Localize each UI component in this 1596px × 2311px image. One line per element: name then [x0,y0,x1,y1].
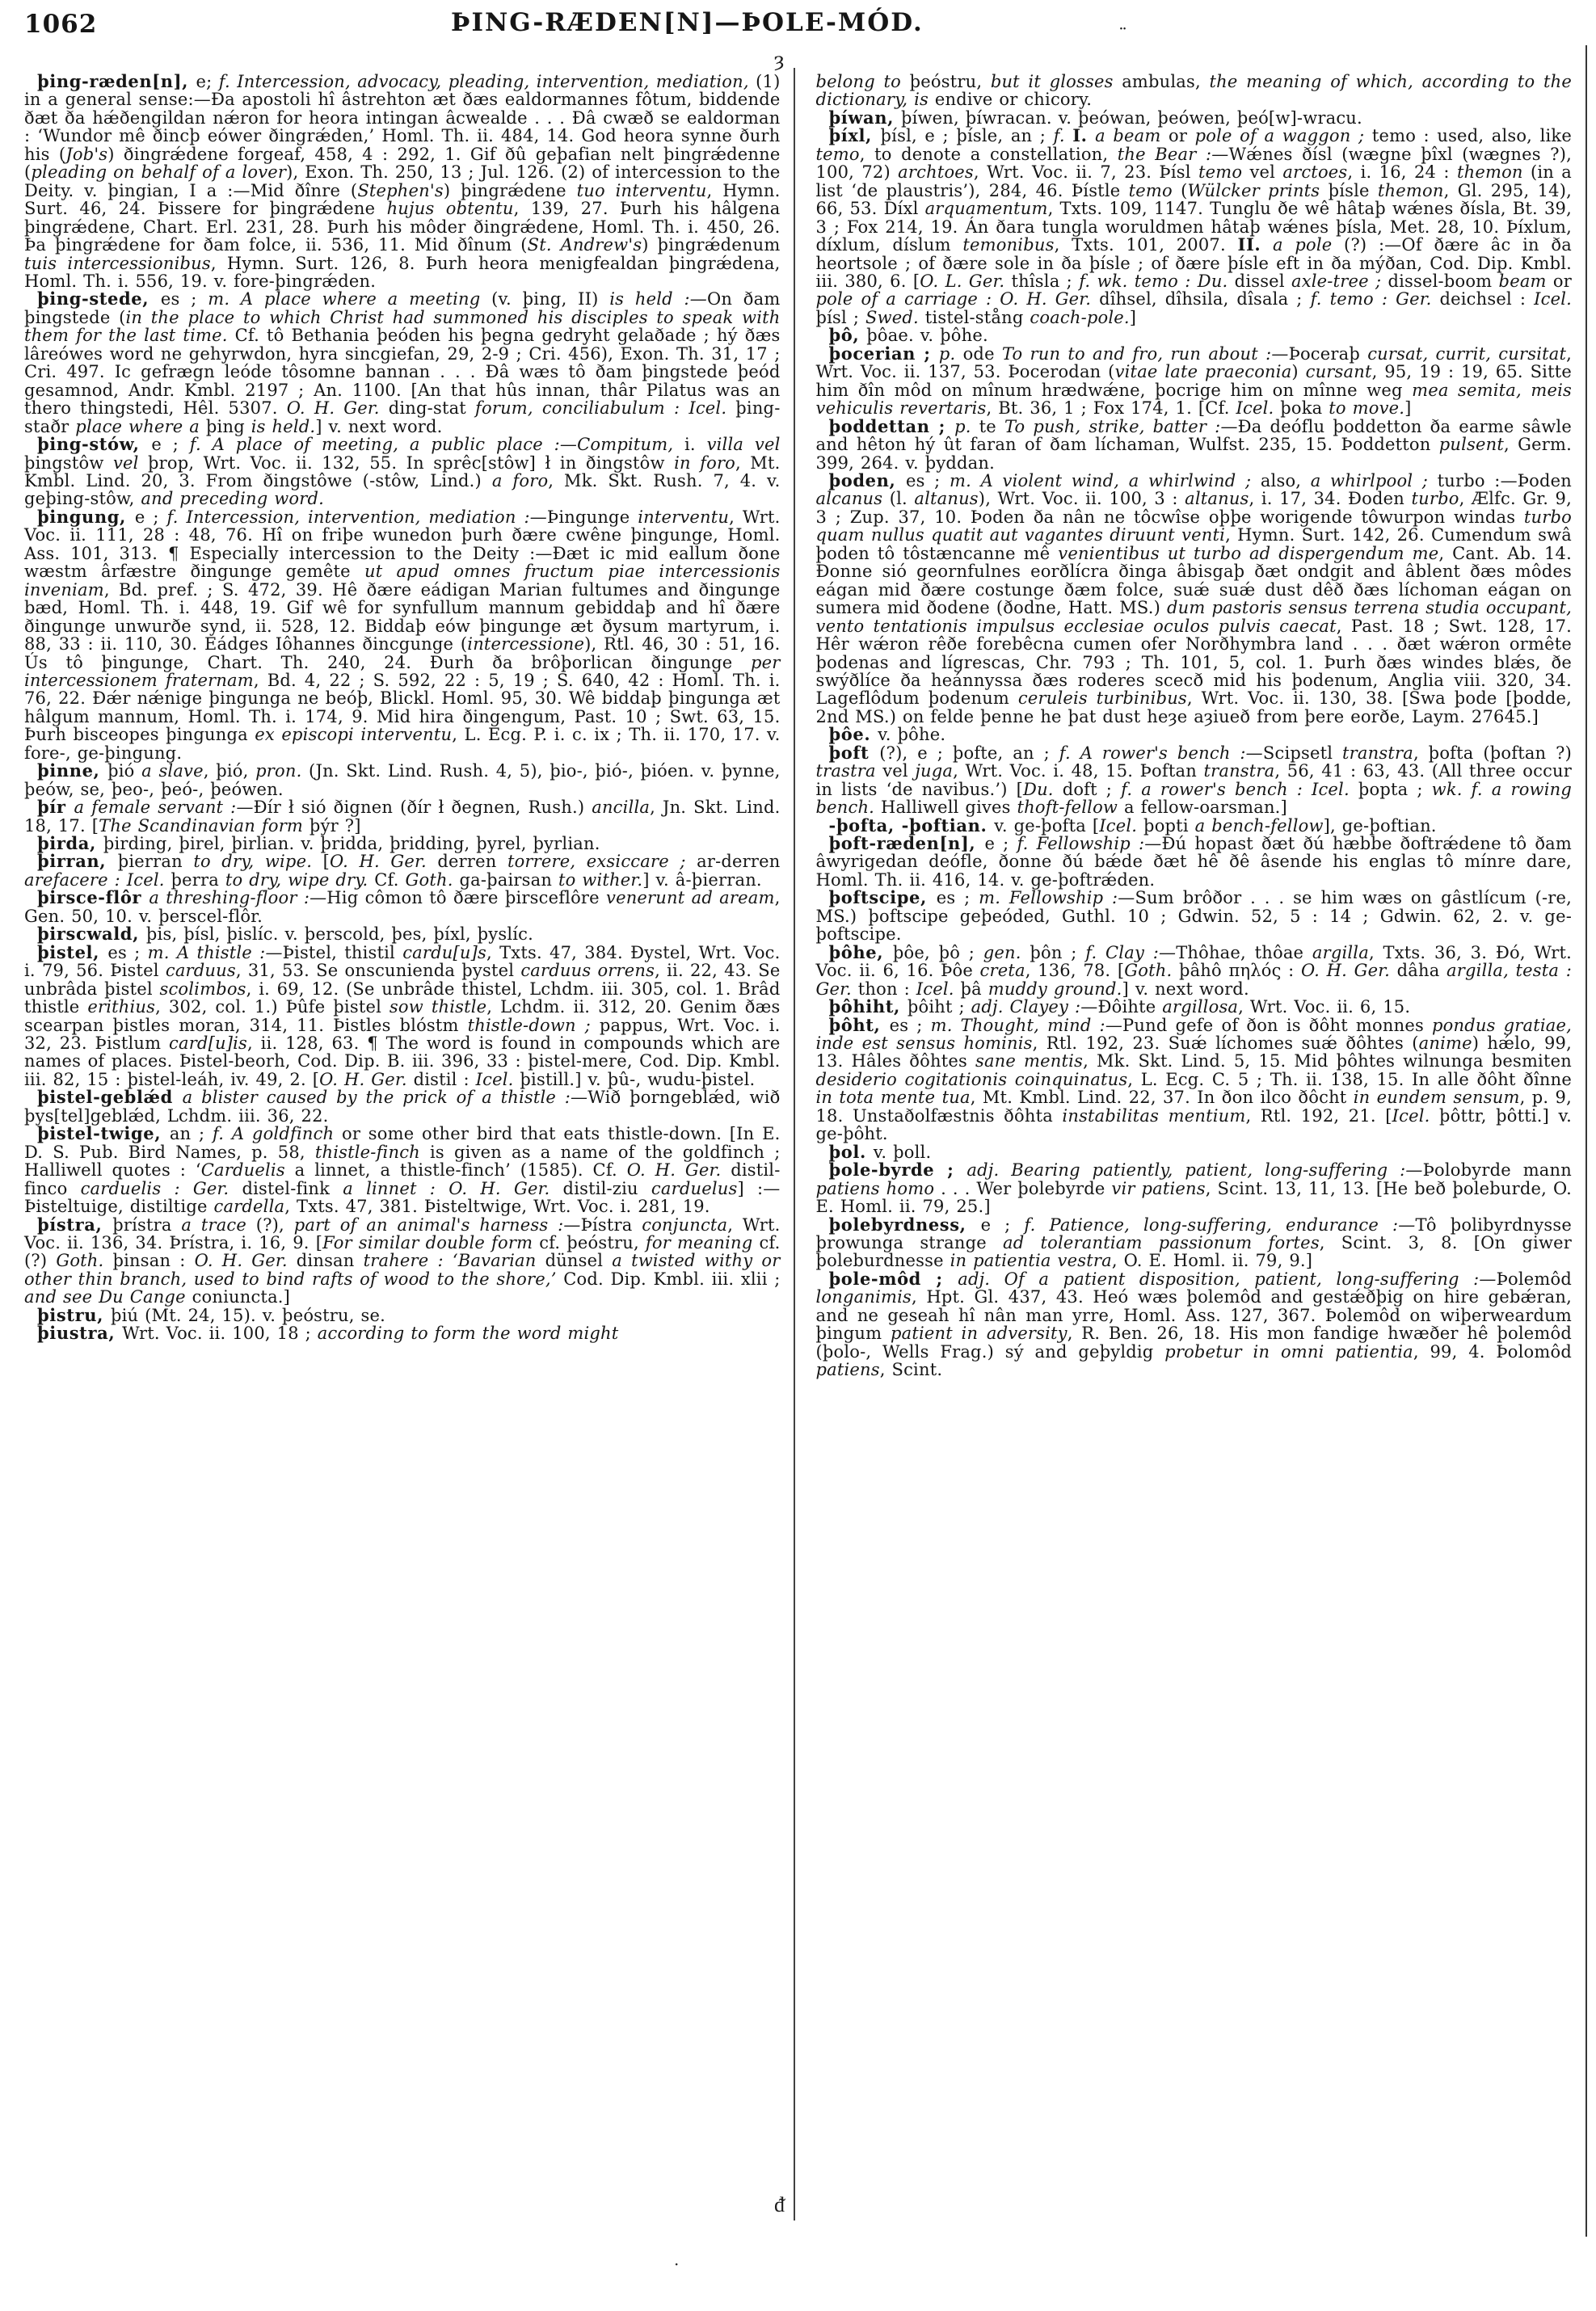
dictionary-entry: þiustra, Wrt. Voc. ii. 100, 18 ; according to form the word might [37,1323,619,1344]
dictionary-entry: þirsce-flôr a threshing-floor :—Hig cômon tô ðære þirsceflôre venerunt ad aream, Gen. 50, 10. v. þerscel-flôr. [24,887,781,926]
dictionary-entry: þirran, þierran to dry, wipe. [O. H. Ger. derren torrere, exsiccare ; ar-derren arefacere : Icel. þerra to dry, wipe dry. Cf. Goth. ga-þairsan to wither.] v. â-þierran. [24,851,781,890]
left-column [24,73,781,1379]
entry-continuation: belong to þeóstru, but it glosses ambulas, the meaning of which, according to the dictionary, is endive or chicory. [815,72,1572,110]
print-artifact: ¨ [1118,26,1127,46]
dictionary-entry: þoftscipe, es ; m. Fellowship :—Sum brôðor . . . se him wæs on gâstlícum (-re, MS.) þoftscipe geþeóded, Guthl. 10 ; Gdwin. 52, 5 : 14 ; Gdwin. 62, 2. v. ge-þoftscipe. [815,887,1572,945]
dictionary-entry: þistru, þiú (Mt. 24, 15). v. þeóstru, se. [37,1304,385,1325]
dictionary-entry: þôe. v. þôhe. [828,724,946,745]
dictionary-entry: þoft-ræden[n], e ; f. Fellowship :—Ðú hopast ðæt ðú hæbbe ðoftrǽdene tô ðam âwyrigedan deófle, ðonne ðú bǽde ðæt hê ðê âsende his englas tô mínre dare, Homl. Th. ii. 416, 14. v. ge-þoftrǽden. [815,833,1573,890]
page-number: 1062 [24,10,98,39]
dictionary-entry: þole-byrde ; adj. Bearing patiently, patient, long-suffering :—Þolobyrde mann patiens homo . . . Wer þolebyrde vir patiens, Scint. 13, 11, 13. [He beð þoleburde, O. E. Homl. ii. 79, 25.] [815,1160,1572,1217]
dictionary-entry: þocerian ; p. ode To run to and fro, run about :—Þoceraþ cursat, currit, cursitat, Wrt. Voc. ii. 137, 53. Þocerodan (vitae late praeconia) cursant, 95, 19 : 19, 65. Sitte him ðîn môd on mînum hrædwǽne, þocrige him on mînne weg mea semita, meis vehiculis revertaris, Bt. 36, 1 ; Fox 174, 1. [Cf. Icel. þoka to move.] [815,343,1573,419]
dictionary-entry: þing-stede, es ; m. A place where a meeting (v. þing, II) is held :—On ðam þingstede (in the place to which Christ had summoned his disciples to speak with them for the last time. Cf. tô Bethania þeóden his þegna gedryht gelaðade ; hý ðæs lâreówes word ne gehyrwdon, hyra sincgiefan, 29, 2-9 ; Cri. 456), Exon. Th. 31, 17 ; Cri. 497. Ic gefrægn leóde tôsomne bannan . . . Ðâ wæs tô ðam þingstede þeód gesamnod, Andr. Kmbl. 2197 ; An. 1100. [An that hûs innan, thâr Pilatus was an thero thingstedi, Hêl. 5307. O. H. Ger. ding-stat forum, conciliabulum : Icel. þing-staðr place where a þing is held.] v. next word. [24,288,781,436]
dictionary-entry: þinne, þió a slave, þió, pron. (Jn. Skt. Lind. Rush. 4, 5), þio-, þió-, þióen. v. þynne, þeów, se, þeo-, þeó-, þeówen. [24,760,781,799]
dictionary-entry: þingung, e ; f. Intercession, intervention, mediation :—Þingunge interventu, Wrt. Voc. ii. 111, 28 : 48, 76. Hî on friþe wunedon þurh ðære cwêne þingunge, Homl. Ass. 101, 313. ¶ Especially intercession to the Deity :—Ðæt ic mid eallum ðone wæstm ârfæstre ðingunge gemête ut apud omnes fructum piae intercessionis inveniam, Bd. pref. ; S. 472, 39. Hê ðære eádigan Marian fultumes and ðingunge bæd, Homl. Th. i. 448, 19. Gif wê for synfullum mannum gebiddaþ and hî ðære ðingunge unwurðe synd, ii. 528, 12. Biddaþ eów þingunge æt ðysum martyrum, i. 88, 33 : ii. 110, 30. Eádges Iôhannes ðincgunge (intercessione), Rtl. 46, 30 : 51, 16. Ús tô þingunge, Chart. Th. 240, 24. Ðurh ða brôþorlican ðingunge per intercessionem fraternam, Bd. 4, 22 ; S. 592, 22 : 5, 19 ; S. 640, 42 : Homl. Th. i. 76, 22. Ðǽr nǽnige þingunga ne beóþ, Blickl. Homl. 95, 30. Wê biddaþ þingunga æt hâlgum mannum, Homl. Th. i. 174, 9. Mid hira ðingengum, Past. 10 ; Swt. 63, 15. Þurh bisceopes þingunga ex episcopi interventu, L. Ecg. P. i. c. ix ; Th. ii. 170, 17. v. fore-, ge-þingung. [24,506,781,763]
print-artifact: ᵭ [774,2193,785,2217]
text-columns [24,73,1572,1379]
dictionary-entry: þôhe, þôe, þô ; gen. þôn ; f. Clay :—Thôhae, thôae argilla, Txts. 36, 3. Ðó, Wrt. Voc. ii. 6, 16. Þôe creta, 136, 78. [Goth. þâhô πηλός : O. H. Ger. dâha argilla, testa : Ger. thon : Icel. þâ muddy ground.] v. next word. [815,941,1573,999]
page-edge-rule [1585,45,1587,2237]
dictionary-entry: þoddettan ; p. te To push, strike, batter :—Ða deóflu þoddetton ða earme sâwle and hêton hý ût faran of ðam líchaman, Wulfst. 235, 15. Þoddetton pulsent, Germ. 399, 264. v. þyddan. [815,415,1572,473]
dictionary-entry: þing-stów, e ; f. A place of meeting, a public place :—Compitum, i. villa vel þingstôw vel þrop, Wrt. Voc. ii. 132, 55. In sprêc[stôw] ł in ðingstôw in foro, Mt. Kmbl. Lind. 20, 3. From ðingstôwe (-stôw, Lind.) a foro, Mk. Skt. Rush. 7, 4. v. geþing-stôw, and preceding word. [24,434,781,509]
dictionary-entry: þíxl, þísl, e ; þísle, an ; f. I. a beam or pole of a waggon ; temo : used, also, like temo, to denote a constellation, the Bear :—Wǽnes ðísl (wægne þîxl (wægnes ?), 100, 72) archtoes, Wrt. Voc. ii. 7, 23. Þísl temo vel arctoes, i. 16, 24 : themon (in a list ‘de plaustris’), 284, 46. Þístle temo (Wülcker prints þísle themon, Gl. 295, 14), 66, 53. Díxl arquamentum, Txts. 109, 1147. Tunglu ðe wê hâtaþ wǽnes ðísla, Bt. 39, 3 ; Fox 214, 19. Án ðara tungla woruldmen hâtaþ wǽnes þísla, Met. 28, 10. Þíxlum, díxlum, díslum temonibus, Txts. 101, 2007. II. a pole (?) :—Of ðære âc in ða heortsole ; of ðære sole in ða þísle ; of ðære þísle eft in ða mýðan, Cod. Dip. Kmbl. iii. 380, 6. [O. L. Ger. thîsla ; f. wk. temo : Du. dissel axle-tree ; dissel-boom beam or pole of a carriage : O. H. Ger. dîhsel, dîhsila, dîsala ; f. temo : Ger. deichsel : Icel. þísl ; Swed. tistel-stång coach-pole.] [815,125,1573,327]
dictionary-entry: þol. v. þoll. [828,1141,932,1162]
dictionary-entry: þirda, þirding, þirel, þirlian. v. þridda, þridding, þyrel, þyrlian. [37,833,600,854]
dictionary-entry: þistel-twige, an ; f. A goldfinch or some other bird that eats thistle-down. [In E. D. S. Pub. Bird Names, p. 58, thistle-finch is given as a name of the goldfinch ; Halliwell quotes : ‘Carduelis a linnet, a thistle-finch’ (1585). Cf. O. H. Ger. distil-finco carduelis : Ger. distel-fink a linnet : O. H. Ger. distil-ziu carduelus] :—Þisteltuige, distiltige cardella, Txts. 47, 381. Þisteltwige, Wrt. Voc. i. 281, 19. [24,1123,781,1217]
right-column [816,73,1573,1379]
dictionary-entry: þolebyrdness, e ; f. Patience, long-suffering, endurance :—Tô þolibyrdnysse þrowunga strange ad tolerantiam passionum fortes, Scint. 3, 8. [On giwer þoleburdnesse in patientia vestra, O. E. Homl. ii. 79, 9.] [815,1214,1572,1271]
dictionary-entry: þistel, es ; m. A thistle :—Þistel, thistil cardu[u]s, Txts. 47, 384. Ðystel, Wrt. Voc. i. 79, 56. Þistel carduus, 31, 53. Se onscunienda þystel carduus orrens, ii. 22, 43. Se unbrâda þistel scolimbos, i. 69, 12. (Se unbrâde thistel, Lchdm. iii. 305, col. 1. Brâd thistle erithius, 302, col. 1.) Þûfe þistel sow thistle, Lchdm. ii. 312, 20. Genim ðæs scearpan þistles moran, 314, 11. Þistles blóstm thistle-down ; pappus, Wrt. Voc. i. 32, 23. Þistlum card[u]is, ii. 128, 63. ¶ The word is found in compounds which are names of places. Þistel-beorh, Cod. Dip. B. iii. 396, 33 : þistel-mere, Cod. Dip. Kmbl. iii. 82, 15 : þistel-leáh, iv. 49, 2. [O. H. Ger. distil : Icel. þistill.] v. þû-, wudu-þistel. [24,941,781,1089]
dictionary-entry: þír a female servant :—Ðír ł sió ðignen (ðír ł ðegnen, Rush.) ancilla, Jn. Skt. Lind. 18, 17. [The Scandinavian form þýr ?] [24,797,781,836]
dictionary-entry: þoft (?), e ; þofte, an ; f. A rower's bench :—Scipsetl transtra, þofta (þoftan ?) trastra vel juga, Wrt. Voc. i. 48, 15. Þoftan transtra, 56, 41 : 63, 43. (All three occur in lists ‘de navibus.’) [Du. doft ; f. a rower's bench : Icel. þopta ; wk. f. a rowing bench. Halliwell gives thoft-fellow a fellow-oarsman.] [815,742,1573,818]
running-head [0,5,1596,47]
page-title: ÞING-RÆDEN[N]—ÞOLE-MÓD. [451,8,924,37]
dictionary-entry: þístra, þrístra a trace (?), part of an animal's harness :—Þístra conjuncta, Wrt. Voc. ii. 136, 34. Þrístra, i. 16, 9. [For similar double form cf. þeóstru, for meaning cf. (?) Goth. þinsan : O. H. Ger. dinsan trahere : ‘Bavarian dünsel a twisted withy or other thin branch, used to bind rafts of wood to the shore,’ Cod. Dip. Kmbl. iii. xlii ; and see Du Cange coniuncta.] [24,1214,781,1307]
dictionary-entry: þôht, es ; m. Thought, mind :—Pund gefe of ðon is ðôht monnes pondus gratiae, inde est sensus hominis, Rtl. 192, 23. Suǽ líchomes suǽ ðôhtes (anime) hǽlo, 99, 13. Hâles ðôhtes sane mentis, Mk. Skt. Lind. 5, 15. Mid þôhtes wilnunga besmiten desiderio cogitationis coinquinatus, L. Ecg. C. 5 ; Th. ii. 138, 15. In alle ðôht ðînne in tota mente tua, Mt. Kmbl. Lind. 22, 37. In ðon ilco ðôcht in eundem sensum, p. 9, 18. Unstaðolfæstnis ðôhta instabilitas mentium, Rtl. 192, 21. [Icel. þôttr, þôtti.] v. ge-þôht. [815,1014,1572,1144]
dictionary-entry: þô, þôae. v. þôhe. [828,325,988,346]
print-artifact: · [674,2254,680,2274]
dictionary-entry: þíwan, þíwen, þíwracan. v. þeówan, þeówen, þeó[w]-wracu. [828,107,1362,128]
dictionary-entry: þistel-geblǽd a blister caused by the prick of a thistle :—Wið þorngeblǽd, wið þys[tel]geblǽd, Lchdm. iii. 36, 22. [24,1087,781,1126]
print-artifact: ȝ [774,48,785,71]
dictionary-entry: þing-ræden[n], e; f. Intercession, advocacy, pleading, intervention, mediation, (1) in a general sense:—Ða apostoli hî âstrehton æt ðæs ealdormannes fôtum, biddende ðæt ða hǽðengildan nǽron for heora intingan âcwealde . . . Ðâ cwæð se ealdorman : ‘Wundor mê ðincþ eówer ðingrǽden,’ Homl. Th. ii. 484, 14. God heora synne ðurh his (Job's) ðingrǽdene forgeaf, 458, 4 : 292, 1. Gif ðû geþafian nelt þingrǽdenne (pleading on behalf of a lover), Exon. Th. 250, 13 ; Jul. 126. (2) of intercession to the Deity. v. þingian, I a :—Mid ðînre (Stephen's) þingrǽdene tuo interventu, Hymn. Surt. 46, 24. Þissere for þingrǽdene hujus obtentu, 139, 27. Þurh his hâlgena þingrǽdene, Chart. Erl. 231, 28. Þurh his môder ðingrǽdene, Homl. Th. i. 450, 26. Þa þingrǽdene for ðam folce, ii. 536, 11. Mid ðînum (St. Andrew's) þingrǽdenum tuis intercessionibus, Hymn. Surt. 126, 8. Þurh heora menigfealdan þingrǽdena, Homl. Th. i. 556, 19. v. fore-þingrǽden. [24,71,781,291]
dictionary-entry: þoden, es ; m. A violent wind, a whirlwind ; also, a whirlpool ; turbo :—Þoden alcanus (l. altanus), Wrt. Voc. ii. 100, 3 : altanus, i. 17, 34. Ðoden turbo, Ælfc. Gr. 9, 3 ; Zup. 37, 10. Þoden ða nân ne tôcwîse oþþe worigende tôwurpon windas turbo quam nullus quatit aut vagantes diruunt venti, Hymn. Surt. 142, 26. Cumendum swâ þoden tô tôstæncanne mê venientibus ut turbo ad dispergendum me, Cant. Ab. 14. Ðonne sió geornfulnes eorðlícra ðinga âbisgaþ ðæt ondgit and âblent ðæs môdes eágan mid ðære costunge ðæm folce, suǽ suǽ dust dêð ðæs líchoman eágan on sumera mid ðodene (ðodne, Hatt. MS.) dum pastoris sensus terrena studia occupant, vento tentationis impulsus ecclesiae oculos pulvis caecat, Past. 18 ; Swt. 128, 17. Hêr wǽron rêðe forebêcna cumen ofer Norðhymbra land . . . ðæt wǽron ormête þodenas and lígrescas, Chr. 793 ; Th. 101, 5, col. 1. Þurh ðæs windes blǽs, ðe swýðlíce ða heánnyssa ðæs roderes scecð mid his þodenum, Anglia viii. 320, 34. Lageflôdum þodenum ceruleis turbinibus, Wrt. Voc. ii. 130, 38. [Swa þode [þodde, 2nd MS.) on felde þenne he þat dust heȝe aȝiueð from þere eorðe, Laym. 27645.] [815,469,1573,726]
dictionary-entry: þôhiht, þôiht ; adj. Clayey :—Ðôihte argillosa, Wrt. Voc. ii. 6, 15. [828,996,1411,1017]
dictionary-entry: -þofta, -þoftian. v. ge-þofta [Icel. þopti a bench-fellow], ge-þoftian. [828,815,1437,836]
dictionary-entry: þole-môd ; adj. Of a patient disposition, patient, long-suffering :—Þolemôd longanimis, Hpt. Gl. 437, 43. Heó wæs þolemôd and gestǽðþig on hire gebǽran, and ne geseah hî nân man yrre, Homl. Ass. 127, 367. Þolemôd on wiþerweardum þingum patient in adversity, R. Ben. 26, 18. His mon fandige hwæðer hê þolemôd (þolo-, Wells Frag.) sý and geþyldig probetur in omni patientia, 99, 4. Þolomôd patiens, Scint. [815,1268,1573,1380]
dictionary-entry: þirscwald, þis, þísl, þislíc. v. þerscold, þes, þíxl, þyslíc. [37,924,534,945]
